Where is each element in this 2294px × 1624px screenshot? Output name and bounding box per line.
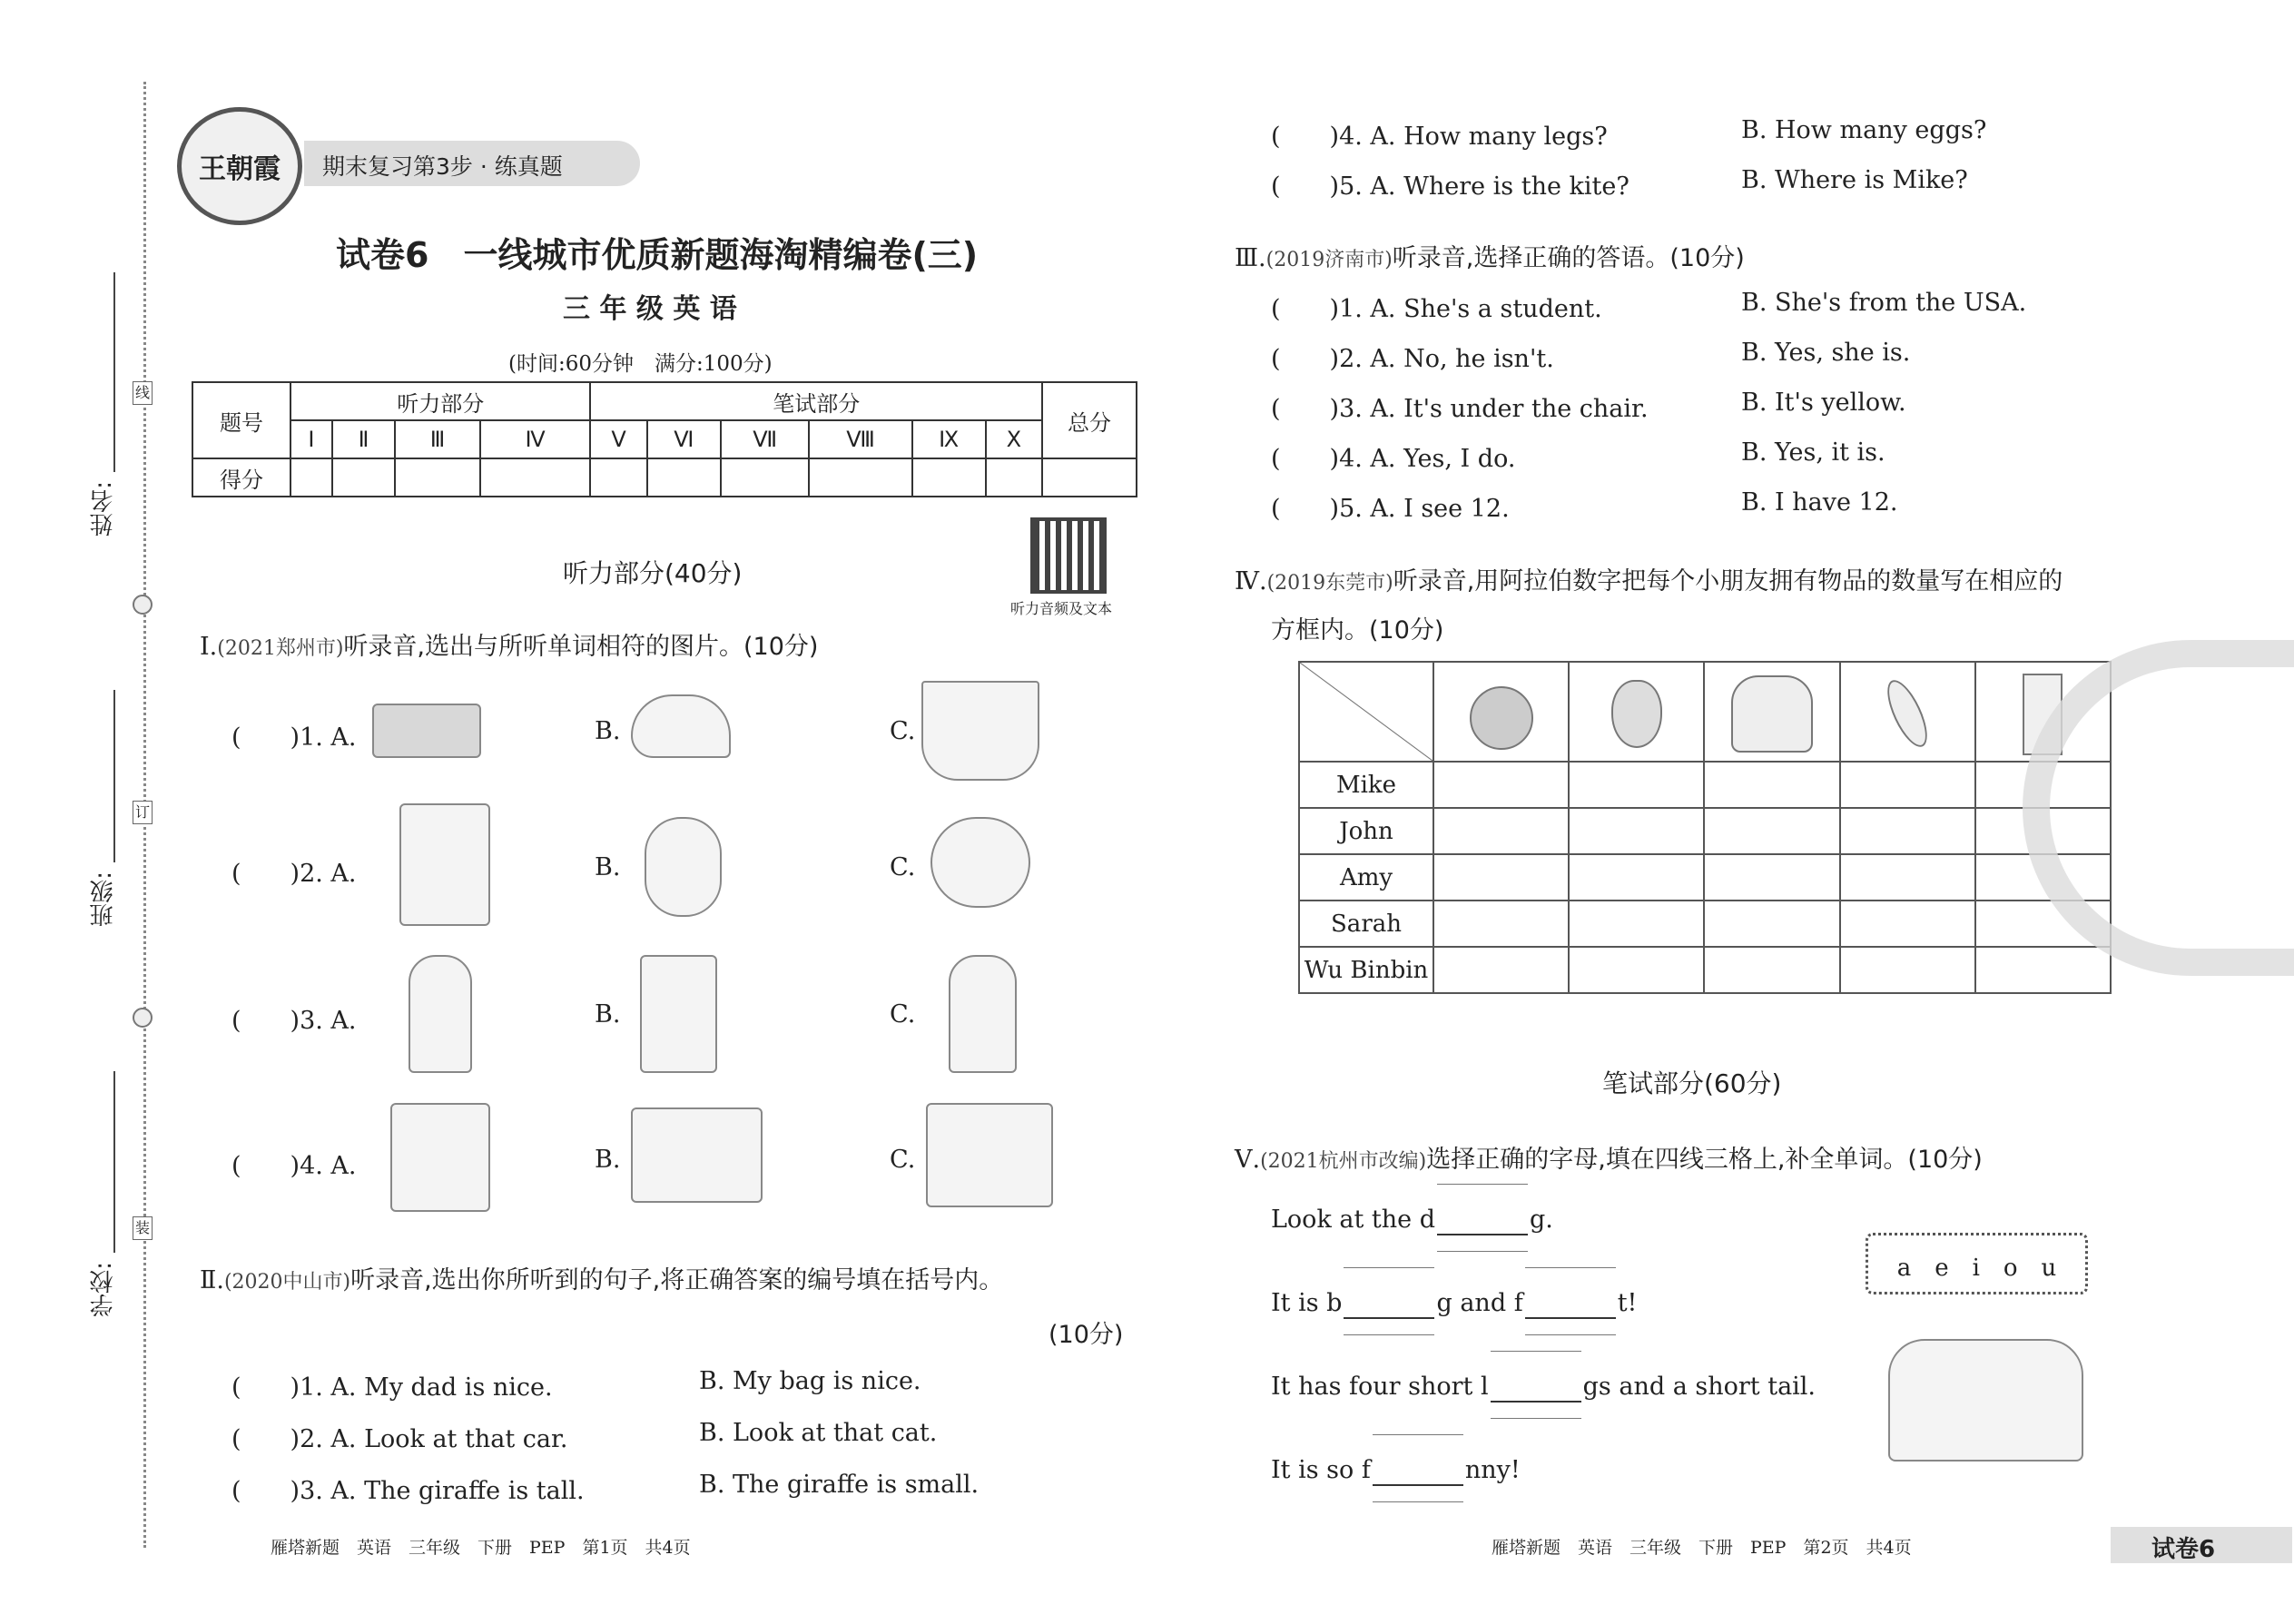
count-cell[interactable] bbox=[1569, 854, 1704, 901]
s2-item1-b: B. My bag is nice. bbox=[699, 1367, 921, 1395]
name-cell: Mike bbox=[1299, 762, 1433, 808]
s1-row3-q[interactable]: ( )3. A. bbox=[231, 1007, 357, 1035]
s2-item4-a[interactable]: ( )4. A. How many legs? bbox=[1271, 123, 1608, 151]
s3-item5-b: B. I have 12. bbox=[1741, 488, 1898, 517]
exam-title: 试卷6 一线城市优质新题海淘精编卷(三) bbox=[336, 235, 979, 275]
step-banner: 期末复习第3步 · 练真题 bbox=[304, 141, 640, 186]
count-cell[interactable] bbox=[1840, 947, 1975, 993]
count-cell[interactable] bbox=[1704, 947, 1839, 993]
s3-item1-b: B. She's from the USA. bbox=[1741, 289, 2027, 317]
score-cell[interactable] bbox=[912, 458, 986, 497]
kids-group-icon bbox=[926, 1103, 1053, 1207]
score-cell[interactable] bbox=[480, 458, 591, 497]
section3-text: 听录音,选择正确的答语。(10分) bbox=[1392, 244, 1745, 272]
logo-badge bbox=[177, 107, 302, 225]
school-field[interactable] bbox=[113, 1071, 115, 1253]
score-col: Ⅷ bbox=[809, 420, 911, 458]
count-cell[interactable] bbox=[1975, 947, 2111, 993]
s5-line3-start: It has four short l bbox=[1271, 1373, 1489, 1401]
dog-icon bbox=[1888, 1339, 2083, 1462]
section1-num: Ⅰ. bbox=[200, 633, 218, 661]
s2-item2-a[interactable]: ( )2. A. Look at that car. bbox=[231, 1425, 568, 1453]
s1-row4-q[interactable]: ( )4. A. bbox=[231, 1152, 357, 1180]
section4-num: Ⅳ. bbox=[1235, 567, 1267, 595]
count-col-header bbox=[1704, 662, 1839, 762]
section4-text1: 听录音,用阿拉伯数字把每个小朋友拥有物品的数量写在相应的 bbox=[1393, 567, 2063, 595]
girl-desk-icon bbox=[640, 955, 717, 1073]
pig-icon bbox=[930, 817, 1030, 908]
count-table bbox=[1298, 661, 2112, 994]
s2-item3-b: B. The giraffe is small. bbox=[699, 1471, 980, 1499]
s3-item3-b: B. It's yellow. bbox=[1741, 389, 1906, 417]
s1-row1-c: C. bbox=[890, 717, 916, 745]
s2-item1-a[interactable]: ( )1. A. My dad is nice. bbox=[231, 1373, 553, 1402]
logo-text: 王朝霞 bbox=[199, 153, 281, 185]
section2-text: 听录音,选出你所听到的句子,将正确答案的编号填在括号内。 bbox=[350, 1266, 1004, 1294]
name-field[interactable] bbox=[113, 272, 115, 472]
count-cell[interactable] bbox=[1569, 901, 1704, 947]
letter-box: a e i o u bbox=[1866, 1233, 2088, 1294]
section3-heading bbox=[1235, 238, 1745, 273]
section4-heading bbox=[1235, 561, 2063, 596]
s3-item4-b: B. Yes, it is. bbox=[1741, 438, 1885, 467]
family-icon bbox=[390, 1103, 490, 1212]
listening-header: 听力部分(40分) bbox=[563, 558, 743, 588]
s3-item2-a[interactable]: ( )2. A. No, he isn't. bbox=[1271, 345, 1554, 373]
qr-caption: 听力音频及文本 bbox=[1010, 600, 1113, 617]
section2-num: Ⅱ. bbox=[200, 1266, 224, 1294]
count-cell[interactable] bbox=[1704, 854, 1839, 901]
s2-item3-a[interactable]: ( )3. A. The giraffe is tall. bbox=[231, 1477, 585, 1505]
s3-item4-a[interactable]: ( )4. A. Yes, I do. bbox=[1271, 445, 1516, 473]
kids-table-icon bbox=[631, 1107, 763, 1203]
ball-icon bbox=[1470, 686, 1533, 750]
count-cell[interactable] bbox=[1433, 854, 1569, 901]
boy-icon bbox=[949, 955, 1017, 1073]
section2-points: (10分) bbox=[1049, 1321, 1124, 1349]
score-col: Ⅲ bbox=[395, 420, 479, 458]
punch-hole-icon bbox=[133, 595, 153, 615]
monkey-icon bbox=[645, 817, 722, 917]
s5-line2-end: t! bbox=[1617, 1289, 1638, 1317]
count-cell[interactable] bbox=[1433, 947, 1569, 993]
class-field[interactable] bbox=[113, 690, 115, 862]
score-cell[interactable] bbox=[809, 458, 911, 497]
s2-item4-b: B. How many eggs? bbox=[1741, 116, 1987, 144]
name-label: 姓名: bbox=[90, 481, 117, 536]
s1-row3-c: C. bbox=[890, 1000, 916, 1029]
count-cell[interactable] bbox=[1704, 762, 1839, 808]
name-cell: Sarah bbox=[1299, 901, 1433, 947]
cap-icon bbox=[631, 694, 731, 758]
s5-line4-end: nny! bbox=[1464, 1456, 1521, 1484]
seal-char: 装 bbox=[133, 1216, 153, 1240]
name-cell: Wu Binbin bbox=[1299, 947, 1433, 993]
section5-heading bbox=[1235, 1139, 1983, 1175]
footer-left: 雁塔新题 英语 三年级 下册 PEP 第1页 共4页 bbox=[271, 1538, 691, 1558]
boat-icon bbox=[921, 681, 1039, 781]
score-cell[interactable] bbox=[647, 458, 721, 497]
banana-icon bbox=[1880, 674, 1935, 752]
score-col: Ⅱ bbox=[332, 420, 396, 458]
count-cell[interactable] bbox=[1569, 947, 1704, 993]
count-cell[interactable] bbox=[1840, 808, 1975, 854]
section5-source: (2021杭州市改编) bbox=[1260, 1150, 1427, 1173]
qr-code-icon[interactable] bbox=[1030, 517, 1107, 594]
count-cell[interactable] bbox=[1433, 808, 1569, 854]
score-col: Ⅹ bbox=[986, 420, 1042, 458]
seal-char: 订 bbox=[133, 801, 153, 824]
writing-header: 笔试部分(60分) bbox=[1602, 1068, 1782, 1098]
punch-hole-icon bbox=[133, 1008, 153, 1028]
s1-row1-b: B. bbox=[595, 717, 621, 745]
giraffe-icon bbox=[399, 803, 490, 926]
pear-icon bbox=[1611, 680, 1662, 748]
section4-source: (2019东莞市) bbox=[1266, 572, 1393, 595]
s5-line4-start: It is so f bbox=[1271, 1456, 1371, 1484]
s1-row3-b: B. bbox=[595, 1000, 621, 1029]
grandma-icon bbox=[409, 955, 472, 1073]
letter-blank[interactable] bbox=[1437, 1206, 1528, 1235]
count-cell[interactable] bbox=[1840, 901, 1975, 947]
s5-line2-mid: g and f bbox=[1436, 1289, 1523, 1317]
score-cell[interactable] bbox=[721, 458, 809, 497]
section1-text: 听录音,选出与所听单词相符的图片。(10分) bbox=[343, 633, 819, 661]
section1-heading bbox=[200, 626, 818, 662]
footer-right: 雁塔新题 英语 三年级 下册 PEP 第2页 共4页 bbox=[1492, 1538, 1912, 1558]
count-cell[interactable] bbox=[1840, 762, 1975, 808]
count-col-header bbox=[1840, 662, 1975, 762]
score-cell[interactable] bbox=[332, 458, 396, 497]
s3-item2-b: B. Yes, she is. bbox=[1741, 339, 1911, 367]
section4-text2: 方框内。(10分) bbox=[1271, 616, 1444, 645]
school-label: 学校: bbox=[90, 1262, 117, 1317]
section5-text: 选择正确的字母,填在四线三格上,补全单词。(10分) bbox=[1426, 1146, 1983, 1174]
s1-row4-b: B. bbox=[595, 1146, 621, 1174]
s5-line1-end: g. bbox=[1530, 1206, 1553, 1234]
s1-row4-c: C. bbox=[890, 1146, 916, 1174]
seal-char: 线 bbox=[133, 381, 153, 405]
s5-line1-start: Look at the d bbox=[1271, 1206, 1435, 1234]
section2-heading bbox=[200, 1260, 1003, 1295]
diagonal-header bbox=[1299, 662, 1433, 762]
section3-source: (2019济南市) bbox=[1265, 249, 1393, 271]
score-col: Ⅵ bbox=[647, 420, 721, 458]
class-label: 班级: bbox=[90, 871, 117, 927]
count-cell[interactable] bbox=[1433, 762, 1569, 808]
score-cell[interactable] bbox=[986, 458, 1042, 497]
score-col: Ⅰ bbox=[290, 420, 332, 458]
exam-subtitle: 三 年 级 英 语 bbox=[563, 293, 737, 325]
count-cell[interactable] bbox=[1433, 901, 1569, 947]
s5-line3 bbox=[1271, 1373, 1816, 1403]
letter-blank[interactable] bbox=[1373, 1456, 1463, 1486]
s5-line4 bbox=[1271, 1456, 1521, 1486]
s5-line2-start: It is b bbox=[1271, 1289, 1343, 1317]
count-col-header bbox=[1569, 662, 1704, 762]
s1-row1-q[interactable]: ( )1. A. bbox=[231, 723, 357, 752]
section1-source: (2021郑州市) bbox=[217, 637, 344, 660]
s1-row2-q[interactable]: ( )2. A. bbox=[231, 860, 357, 888]
score-col: Ⅳ bbox=[480, 420, 591, 458]
count-cell[interactable] bbox=[1704, 808, 1839, 854]
count-cell[interactable] bbox=[1704, 901, 1839, 947]
score-listening-header: 听力部分 bbox=[290, 382, 590, 420]
section3-num: Ⅲ. bbox=[1235, 244, 1266, 272]
bag-icon bbox=[1731, 675, 1813, 753]
count-cell[interactable] bbox=[1569, 808, 1704, 854]
score-table bbox=[192, 381, 1137, 497]
name-cell: John bbox=[1299, 808, 1433, 854]
s1-row2-b: B. bbox=[595, 853, 621, 881]
section5-num: Ⅴ. bbox=[1235, 1146, 1261, 1174]
score-row-label: 得分 bbox=[192, 458, 290, 497]
score-cell[interactable] bbox=[590, 458, 646, 497]
page-tag: 试卷6 bbox=[2111, 1527, 2292, 1563]
score-total-header: 总分 bbox=[1042, 382, 1137, 458]
score-col: Ⅶ bbox=[721, 420, 809, 458]
s3-item5-a[interactable]: ( )5. A. I see 12. bbox=[1271, 495, 1510, 523]
score-cell[interactable] bbox=[395, 458, 479, 497]
s5-line3-end: gs and a short tail. bbox=[1582, 1373, 1816, 1401]
letter-blank[interactable] bbox=[1491, 1373, 1581, 1403]
s1-row2-c: C. bbox=[890, 853, 916, 881]
count-cell[interactable] bbox=[1840, 854, 1975, 901]
name-cell: Amy bbox=[1299, 854, 1433, 901]
count-cell[interactable] bbox=[1569, 762, 1704, 808]
s2-item2-b: B. Look at that cat. bbox=[699, 1419, 938, 1447]
score-cell[interactable] bbox=[290, 458, 332, 497]
s5-line1 bbox=[1271, 1206, 1553, 1235]
book-icon bbox=[372, 704, 481, 758]
score-qnum-header: 题号 bbox=[192, 382, 290, 458]
s2-item5-b: B. Where is Mike? bbox=[1741, 166, 1968, 194]
score-writing-header: 笔试部分 bbox=[590, 382, 1042, 420]
letter-blank[interactable] bbox=[1344, 1289, 1434, 1319]
time-info: (时间:60分钟 满分:100分) bbox=[508, 352, 773, 376]
letter-blank[interactable] bbox=[1525, 1289, 1616, 1319]
s2-item5-a[interactable]: ( )5. A. Where is the kite? bbox=[1271, 172, 1629, 201]
score-col: Ⅴ bbox=[590, 420, 646, 458]
section2-source: (2020中山市) bbox=[223, 1271, 351, 1294]
s3-item3-a[interactable]: ( )3. A. It's under the chair. bbox=[1271, 395, 1649, 423]
score-cell[interactable] bbox=[1042, 458, 1137, 497]
s5-line2 bbox=[1271, 1289, 1637, 1319]
count-col-header bbox=[1433, 662, 1569, 762]
s3-item1-a[interactable]: ( )1. A. She's a student. bbox=[1271, 295, 1602, 323]
score-col: Ⅸ bbox=[912, 420, 986, 458]
